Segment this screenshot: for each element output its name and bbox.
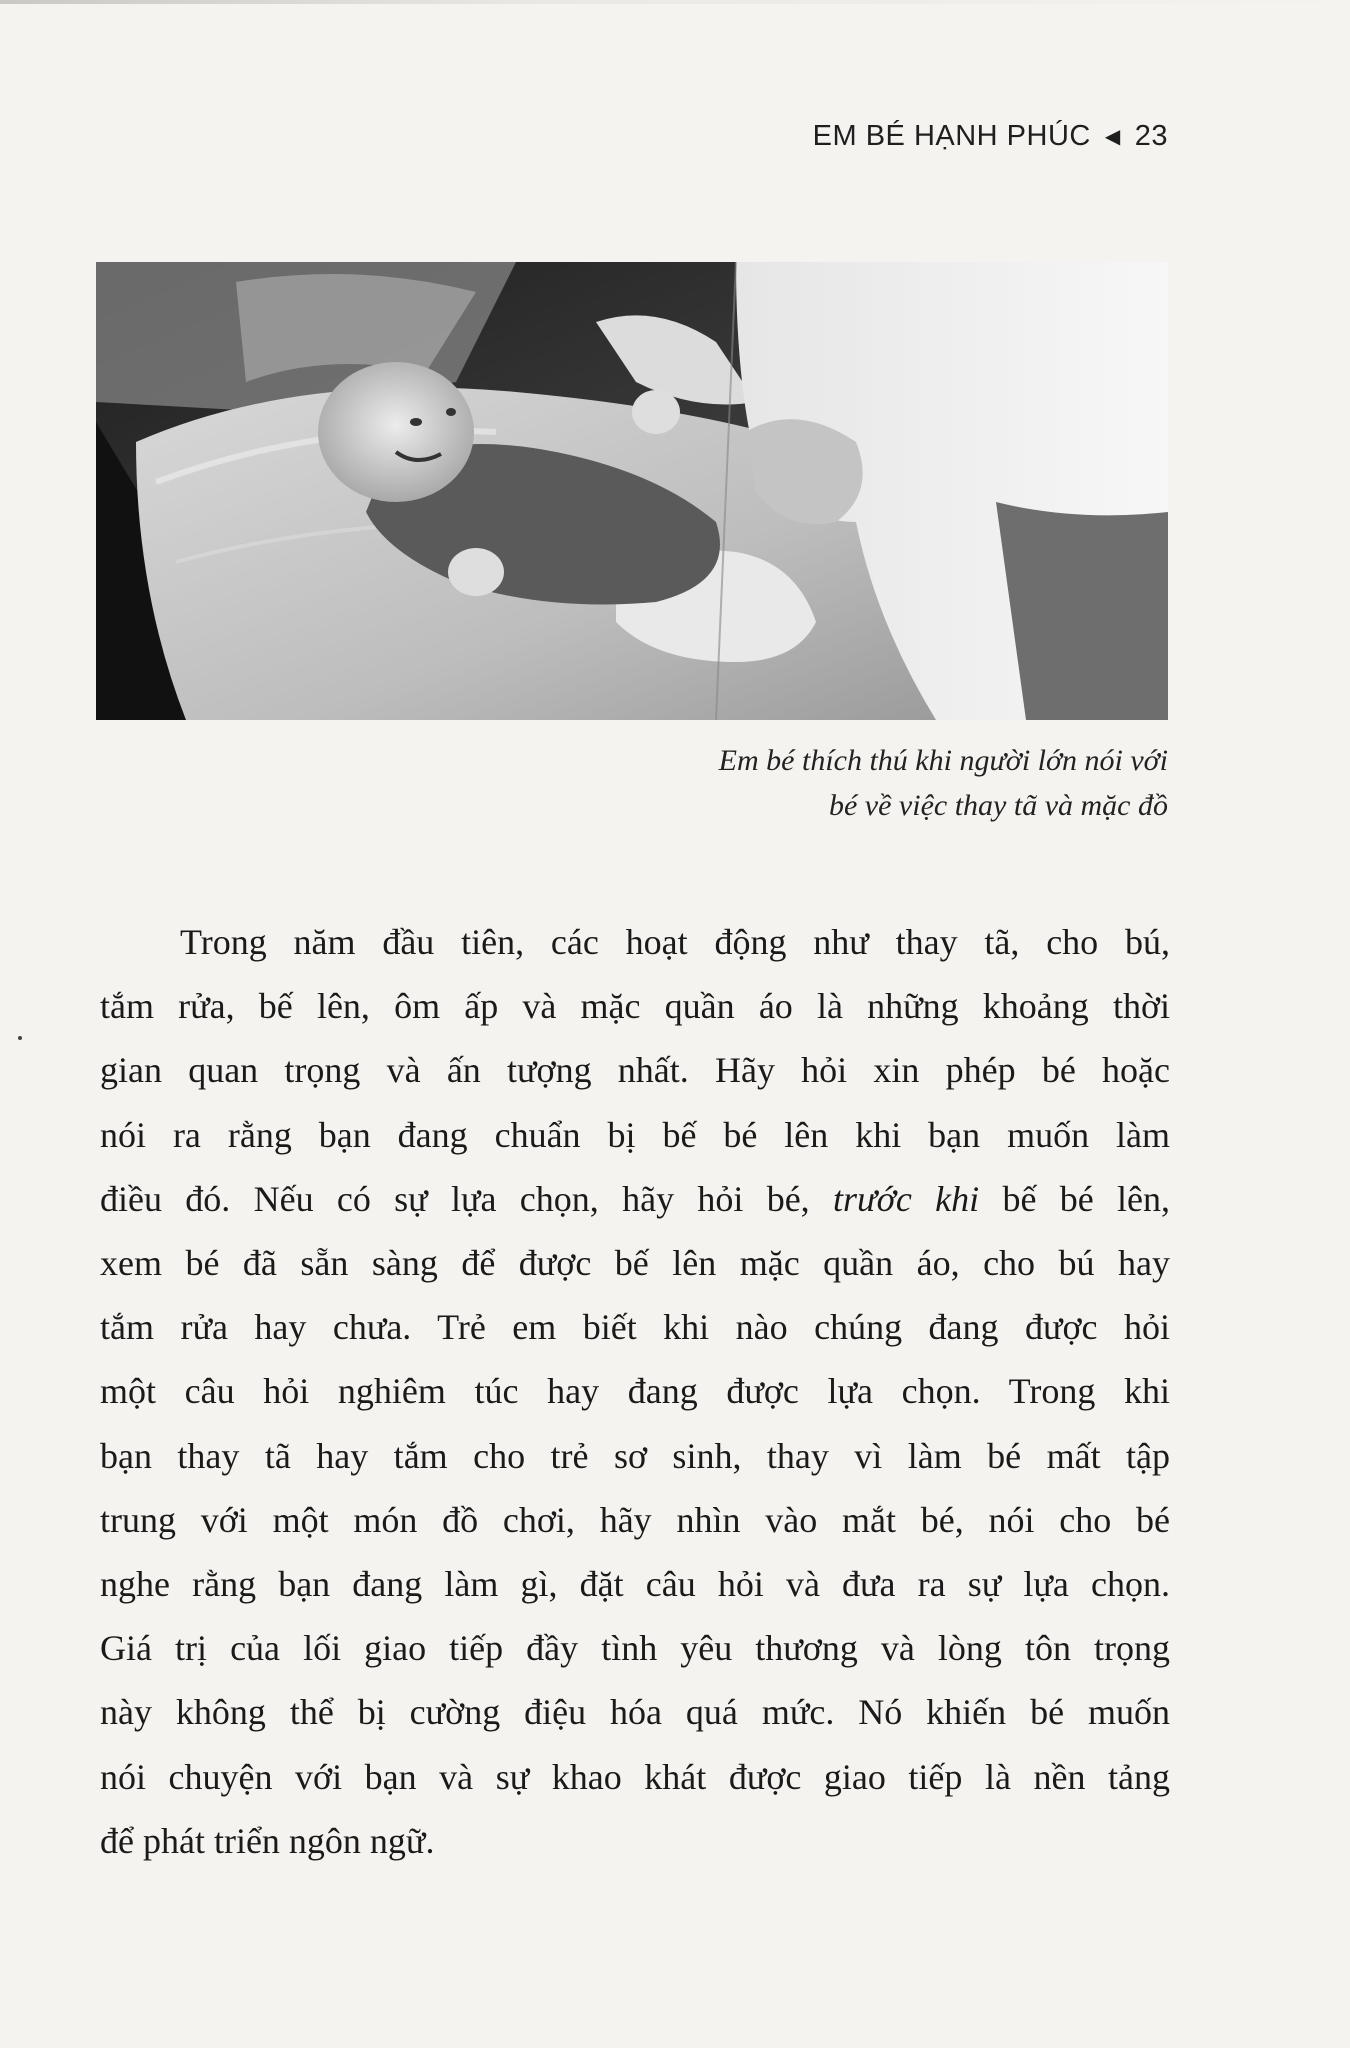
photo-illustration xyxy=(96,262,1168,720)
body-line: một câu hỏi nghiêm túc hay đang được lựa chọn. Trong khi xyxy=(100,1371,1170,1412)
baby-photo xyxy=(96,262,1168,720)
body-line: này không thể bị cường điệu hóa quá mức. Nó khiến bé muốn xyxy=(100,1692,1170,1733)
running-title: EM BÉ HẠNH PHÚC xyxy=(812,120,1091,152)
page-number: 23 xyxy=(1134,120,1168,152)
emphasis-text: trước khi xyxy=(833,1178,980,1219)
body-line: tắm rửa, bế lên, ôm ấp và mặc quần áo là những khoảng thời xyxy=(100,986,1170,1027)
body-line-part: bế bé lên, xyxy=(1002,1178,1171,1219)
body-line: Giá trị của lối giao tiếp đầy tình yêu thương và lòng tôn trọng xyxy=(100,1628,1170,1669)
body-line: Trong năm đầu tiên, các hoạt động như thay tã, cho bú, xyxy=(180,922,1170,962)
body-line: nói chuyện với bạn và sự khao khát được giao tiếp là nền tảng xyxy=(100,1756,1170,1797)
body-line: nói ra rằng bạn đang chuẩn bị bế bé lên khi bạn muốn làm xyxy=(100,1114,1170,1155)
body-paragraph xyxy=(100,910,1170,1873)
print-speck xyxy=(18,1036,22,1040)
page-top-edge xyxy=(0,0,1350,4)
body-line-with-emphasis xyxy=(100,1167,1170,1231)
running-header xyxy=(813,120,1168,153)
body-line-part: điều đó. Nếu có sự lựa chọn, hãy hỏi bé, xyxy=(100,1178,810,1219)
caption-line: bé về việc thay tã và mặc đồ xyxy=(828,789,1168,822)
body-line: bạn thay tã hay tắm cho trẻ sơ sinh, thay vì làm bé mất tập xyxy=(100,1435,1170,1476)
left-pointer-icon: ◀ xyxy=(1104,125,1121,148)
body-line: trung với một món đồ chơi, hãy nhìn vào mắt bé, nói cho bé xyxy=(100,1499,1170,1540)
caption-line: Em bé thích thú khi người lớn nói với xyxy=(718,744,1168,777)
body-line: tắm rửa hay chưa. Trẻ em biết khi nào chúng đang được hỏi xyxy=(100,1307,1170,1348)
body-line: để phát triển ngôn ngữ. xyxy=(100,1820,435,1861)
body-line: xem bé đã sẵn sàng để được bế lên mặc quần áo, cho bú hay xyxy=(100,1243,1170,1284)
body-line: nghe rằng bạn đang làm gì, đặt câu hỏi và đưa ra sự lựa chọn. xyxy=(100,1564,1170,1605)
photo-caption xyxy=(468,738,1168,828)
body-line: gian quan trọng và ấn tượng nhất. Hãy hỏi xin phép bé hoặc xyxy=(100,1050,1170,1091)
